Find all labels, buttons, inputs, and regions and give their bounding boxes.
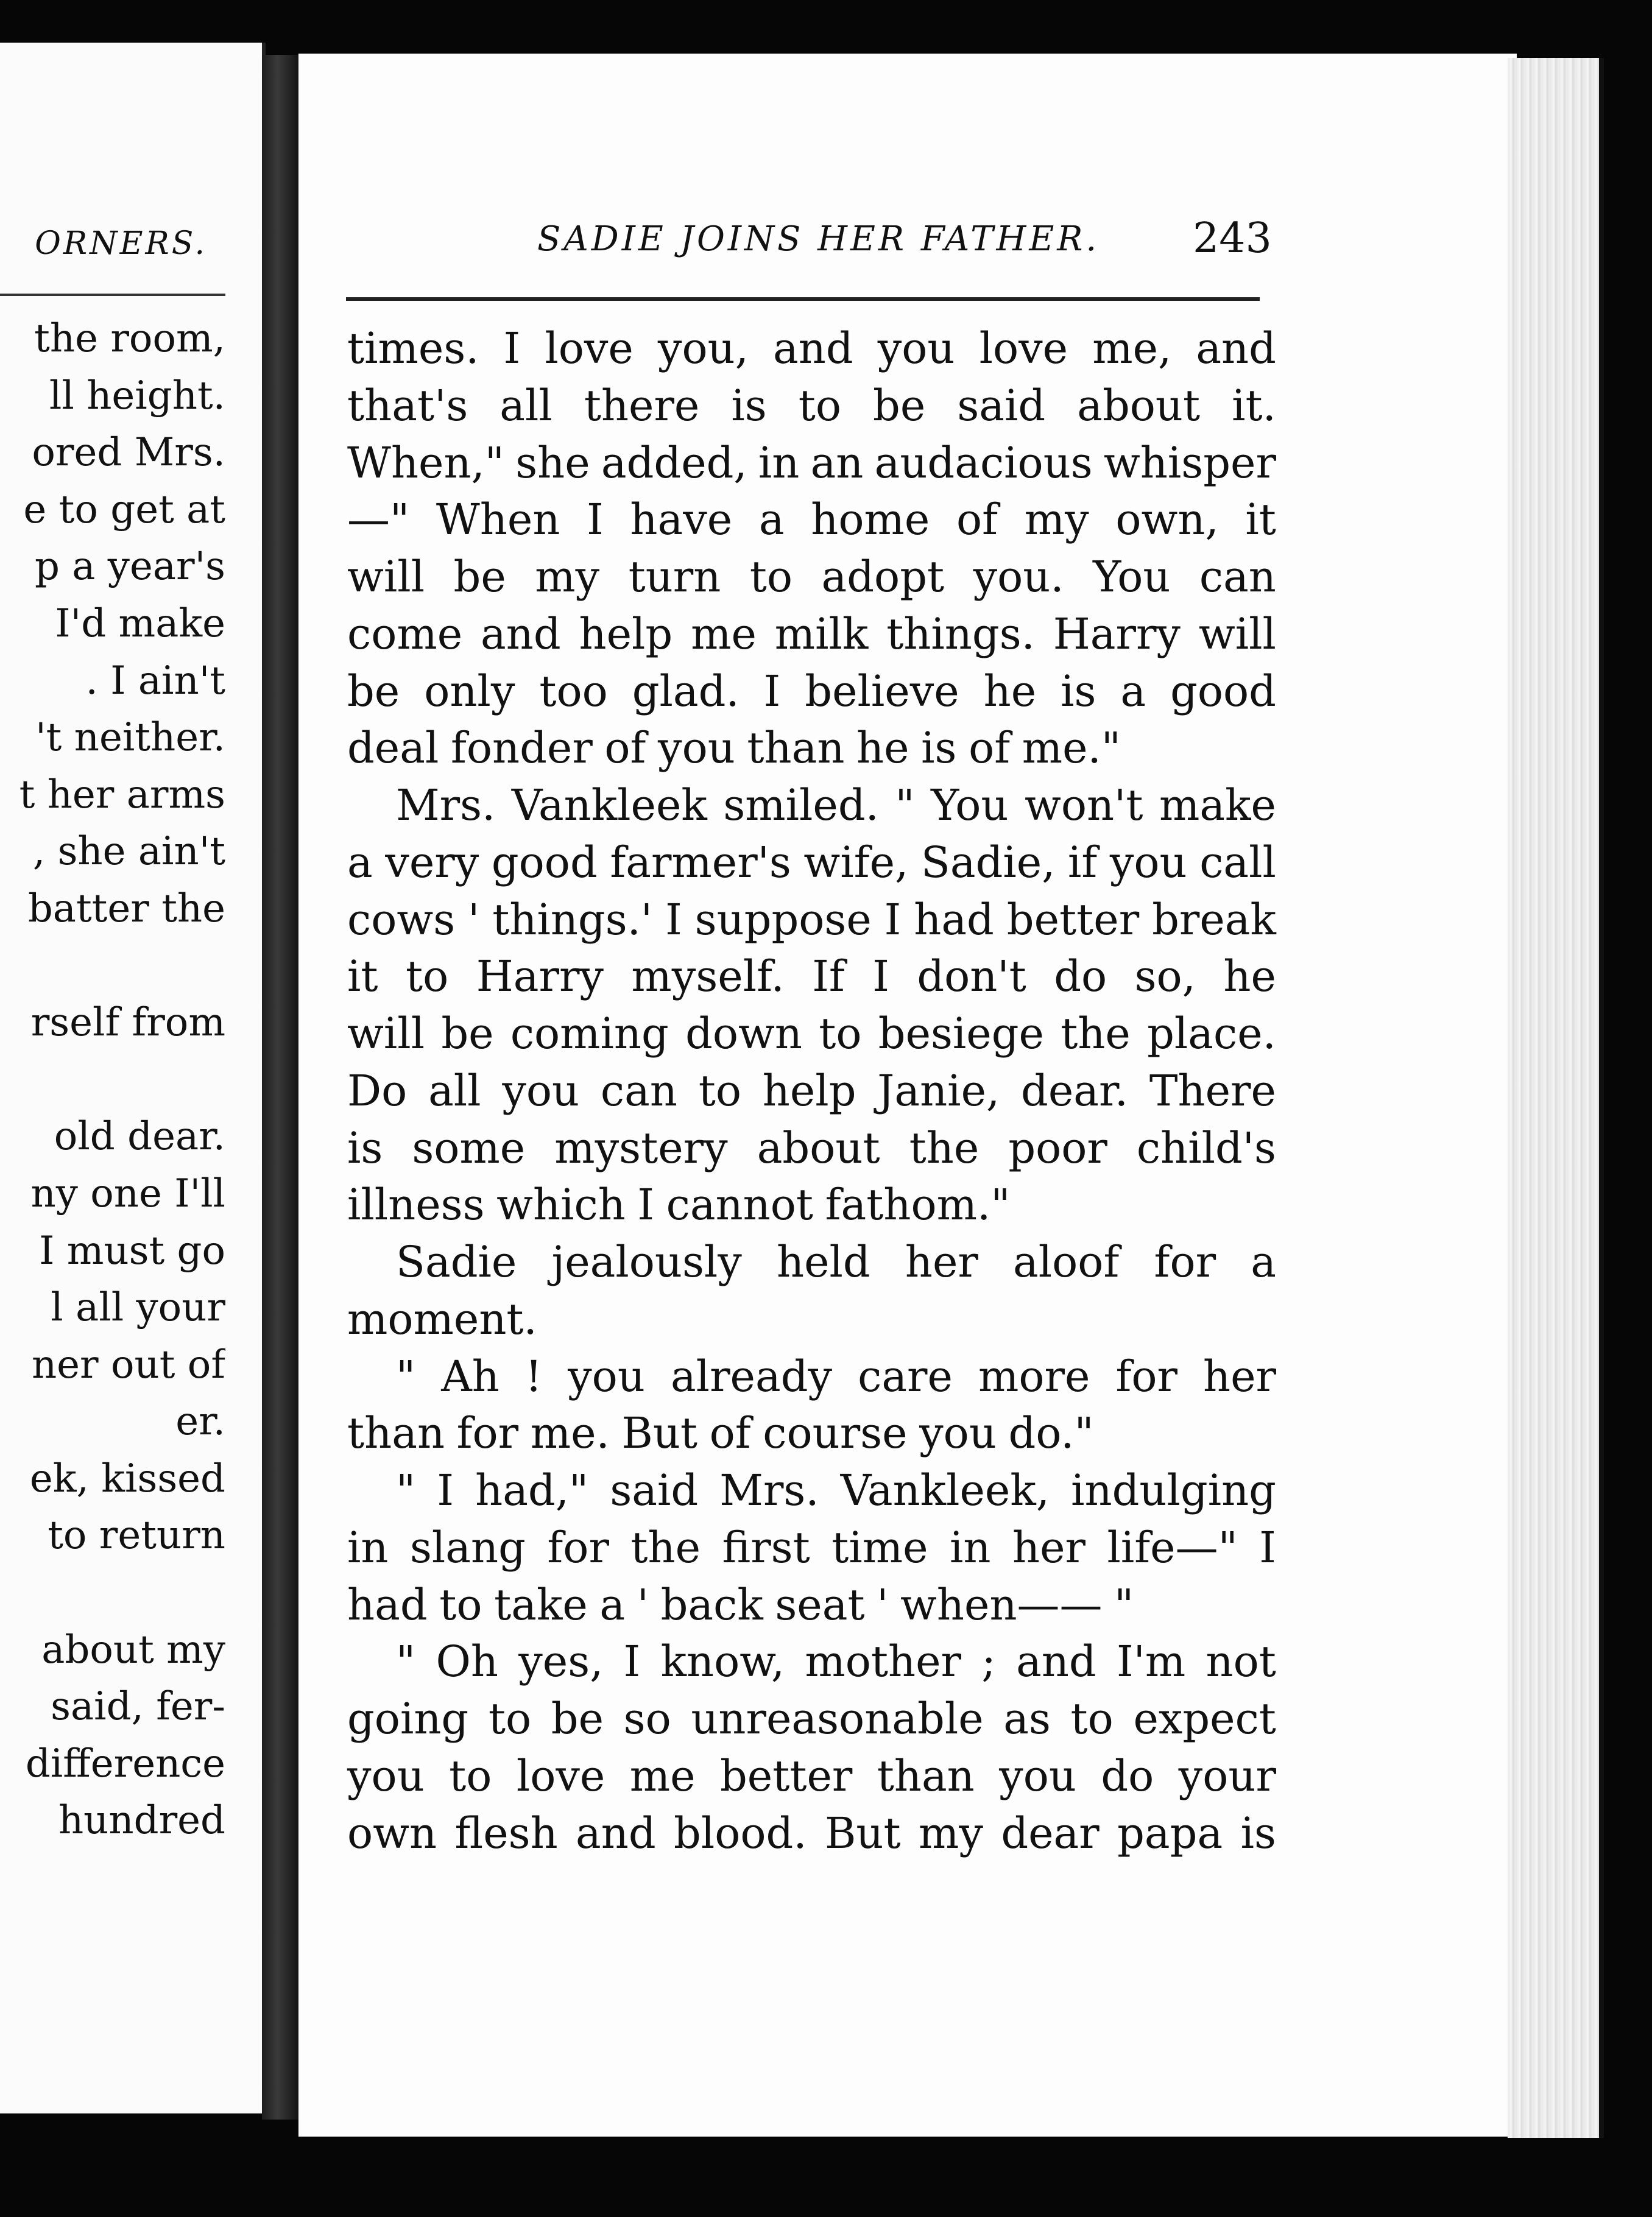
word: some	[412, 1123, 526, 1173]
word: dear	[1001, 1808, 1100, 1858]
header-rule	[346, 297, 1260, 301]
word: and	[481, 608, 561, 659]
word: Vankleek	[511, 780, 707, 830]
word: care	[858, 1351, 953, 1401]
word: to	[819, 1009, 862, 1059]
word: is	[731, 380, 767, 431]
word: You	[1093, 552, 1171, 602]
word: than	[877, 1750, 975, 1801]
word: had	[914, 894, 994, 945]
word: "	[396, 1351, 416, 1401]
word: —"	[347, 495, 410, 545]
word: coming	[510, 1009, 669, 1059]
word: blood.	[674, 1808, 807, 1858]
word: of	[604, 723, 646, 774]
word: of	[956, 495, 998, 545]
word: her	[1012, 1522, 1085, 1573]
word: you	[658, 723, 735, 774]
word: me	[629, 1750, 696, 1801]
page-body-text	[347, 320, 1276, 1862]
previous-page-line: I must go	[39, 1228, 225, 1274]
previous-page-line: ny one I'll	[30, 1171, 225, 1216]
previous-page-line: . I ain't	[85, 658, 225, 703]
word: the	[909, 1123, 980, 1173]
text-line	[347, 378, 1276, 435]
previous-page-line: old dear.	[54, 1114, 225, 1160]
word: going	[347, 1694, 469, 1744]
word: her	[905, 1237, 978, 1287]
text-line	[347, 892, 1276, 949]
word: deal	[347, 723, 439, 774]
text-line	[347, 1520, 1276, 1577]
word: whisper	[1103, 437, 1276, 488]
word: don't	[917, 951, 1026, 1002]
previous-page-line: e to get at	[23, 487, 225, 532]
word: break	[1152, 894, 1276, 945]
word: milk	[774, 608, 869, 659]
word: do	[1101, 1750, 1154, 1801]
word: me."	[1022, 723, 1121, 774]
word: Vankleek,	[840, 1465, 1050, 1515]
word: he	[1223, 951, 1276, 1002]
previous-page-line: t her arms	[19, 772, 225, 817]
word: be	[347, 666, 400, 716]
word: an	[810, 437, 864, 488]
previous-page-line: p a year's	[34, 544, 225, 590]
word: adopt	[821, 552, 945, 602]
word: love	[979, 323, 1068, 373]
word: about	[1077, 380, 1201, 431]
word: down	[685, 1009, 803, 1059]
text-line	[347, 1577, 1276, 1634]
word: I	[884, 894, 902, 945]
word: take	[494, 1579, 588, 1630]
word: Oh	[436, 1637, 498, 1687]
word: all	[428, 1065, 481, 1116]
word: first	[722, 1522, 810, 1573]
word: be	[453, 552, 506, 602]
text-line	[347, 320, 1276, 378]
word: she	[515, 437, 590, 488]
word: glad.	[632, 666, 740, 716]
word: dear.	[1021, 1065, 1129, 1116]
word: to	[405, 951, 449, 1002]
word: if	[1068, 837, 1098, 887]
word: aloof	[1013, 1237, 1120, 1287]
text-line	[347, 948, 1276, 1006]
previous-page-line	[0, 1565, 225, 1622]
word: I	[437, 1465, 454, 1515]
text-line	[347, 1691, 1276, 1748]
book-gutter	[262, 55, 301, 2120]
word: my	[1024, 495, 1089, 545]
word: good	[1170, 666, 1276, 716]
word: it.	[1232, 380, 1276, 431]
word: you	[502, 1065, 580, 1116]
page-edges	[1508, 58, 1604, 2138]
word: you	[877, 323, 955, 373]
word: to	[488, 1694, 532, 1744]
text-line	[347, 1291, 1276, 1348]
previous-page-line: er.	[175, 1399, 225, 1445]
word: "	[396, 1637, 416, 1687]
word: so	[623, 1694, 671, 1744]
word: a	[758, 495, 785, 545]
text-line	[347, 777, 1276, 834]
word: Sadie	[396, 1237, 517, 1287]
word: '	[877, 1579, 889, 1630]
word: help	[579, 608, 673, 659]
word: is	[921, 723, 957, 774]
word: mystery	[554, 1123, 728, 1173]
word: held	[777, 1237, 870, 1287]
word: better	[1006, 894, 1140, 945]
word: be	[873, 380, 926, 431]
word: about	[757, 1123, 880, 1173]
word: But	[621, 1408, 698, 1459]
word: I	[763, 666, 781, 716]
word: and	[1016, 1637, 1096, 1687]
word: can	[600, 1065, 677, 1116]
word: won't	[1024, 780, 1143, 830]
word: for	[547, 1522, 609, 1573]
word: papa	[1117, 1808, 1223, 1858]
word: home	[811, 495, 930, 545]
word: of	[969, 723, 1011, 774]
word: illness	[347, 1180, 485, 1230]
word: suppose	[694, 894, 872, 945]
word: Harry	[476, 951, 604, 1002]
text-line	[347, 1006, 1276, 1063]
previous-page-line: about my	[41, 1627, 225, 1672]
word: you,	[657, 323, 749, 373]
word: a	[1120, 666, 1146, 716]
word: smiled.	[723, 780, 879, 830]
text-line	[347, 549, 1276, 606]
word: farmer's	[610, 837, 791, 887]
previous-page-running-head: ORNERS.	[35, 225, 207, 262]
previous-page-line	[0, 1052, 225, 1109]
previous-page-line: hundred	[58, 1798, 225, 1844]
word: unreasonable	[691, 1694, 984, 1744]
word: If	[812, 951, 845, 1002]
word: !	[524, 1351, 543, 1401]
word: the	[1061, 1009, 1131, 1059]
previous-page-line: difference	[25, 1741, 225, 1786]
word: things.	[886, 608, 1035, 659]
word: and	[1196, 323, 1276, 373]
word: cows	[347, 894, 456, 945]
word: Mrs.	[719, 1465, 819, 1515]
word: will	[1198, 608, 1276, 659]
word: be	[441, 1009, 494, 1059]
word: a	[347, 837, 373, 887]
word: you	[347, 1750, 425, 1801]
word: is	[1061, 666, 1096, 716]
word: "	[1114, 1579, 1134, 1630]
word: fonder	[450, 723, 593, 774]
word: so,	[1134, 951, 1196, 1002]
previous-page-line: ner out of	[31, 1342, 225, 1387]
previous-page-line: ek, kissed	[29, 1456, 225, 1501]
word: more	[978, 1351, 1090, 1401]
word: to	[749, 552, 793, 602]
previous-page-line: batter the	[27, 886, 225, 931]
word: When	[436, 495, 560, 545]
word: than	[747, 723, 845, 774]
word: only	[424, 666, 515, 716]
word: very	[385, 837, 479, 887]
word: moment.	[347, 1294, 537, 1344]
word: be	[551, 1694, 604, 1744]
previous-page-line: ll height.	[49, 373, 225, 418]
word: audacious	[874, 437, 1093, 488]
word: which	[496, 1180, 626, 1230]
word: I	[637, 1180, 655, 1230]
word: love	[516, 1750, 605, 1801]
word: things.'	[492, 894, 653, 945]
word: said	[610, 1465, 699, 1515]
word: poor	[1008, 1123, 1107, 1173]
word: love	[545, 323, 634, 373]
word: of	[709, 1408, 751, 1459]
word: can	[1199, 552, 1276, 602]
word: wife,	[803, 837, 909, 887]
word: '	[637, 1579, 649, 1630]
word: you	[999, 1750, 1076, 1801]
word: But	[824, 1808, 901, 1858]
word: it	[347, 951, 378, 1002]
word: all	[499, 380, 552, 431]
word: I	[1259, 1522, 1276, 1573]
word: slang	[409, 1522, 526, 1573]
word: her	[1203, 1351, 1276, 1401]
word: when——	[900, 1579, 1103, 1630]
word: expect	[1133, 1694, 1276, 1744]
word: help	[762, 1065, 856, 1116]
word: there	[584, 380, 700, 431]
word: own	[347, 1808, 437, 1858]
previous-page-line: ored Mrs.	[32, 430, 225, 476]
word: flesh	[454, 1808, 558, 1858]
word: you	[568, 1351, 645, 1401]
text-line	[347, 720, 1276, 777]
word: ;	[981, 1637, 996, 1687]
word: a	[599, 1579, 626, 1630]
word: know,	[660, 1637, 785, 1687]
previous-page-line: rself from	[30, 1000, 225, 1046]
word: do."	[1008, 1408, 1094, 1459]
text-line	[347, 663, 1276, 721]
word: do	[1054, 951, 1107, 1002]
word: already	[670, 1351, 833, 1401]
word: the	[630, 1522, 701, 1573]
word: Do	[347, 1065, 408, 1116]
word: I	[587, 495, 604, 545]
word: call	[1199, 837, 1276, 887]
word: I	[665, 894, 682, 945]
word: and	[773, 323, 853, 373]
word: You	[931, 780, 1009, 830]
word: times.	[347, 323, 479, 373]
word: in	[950, 1522, 991, 1573]
word: mother	[805, 1637, 961, 1687]
word: your	[1178, 1750, 1276, 1801]
word: to	[698, 1065, 742, 1116]
word: as	[1003, 1694, 1051, 1744]
previous-page-line: the room,	[34, 316, 225, 361]
word: for	[456, 1408, 519, 1459]
previous-page-line: I'd make	[55, 601, 225, 646]
word: for	[1115, 1351, 1177, 1401]
previous-page-line: said, fer-	[51, 1684, 225, 1730]
word: had,"	[475, 1465, 589, 1515]
word: Harry	[1053, 608, 1181, 659]
page-number: 243	[1193, 214, 1272, 263]
word: you.	[973, 552, 1064, 602]
word: back	[660, 1579, 763, 1630]
text-line	[347, 1348, 1276, 1406]
word: said	[957, 380, 1046, 431]
word: a	[1251, 1237, 1276, 1287]
word: I	[872, 951, 889, 1002]
word: seat	[775, 1579, 865, 1630]
word: my	[535, 552, 600, 602]
word: '	[468, 894, 480, 945]
word: to	[439, 1579, 482, 1630]
word: There	[1149, 1065, 1276, 1116]
text-line	[347, 1063, 1276, 1120]
word: in	[347, 1522, 389, 1573]
text-line	[347, 1748, 1276, 1805]
text-line	[347, 492, 1276, 549]
word: believe	[805, 666, 959, 716]
word: to	[1070, 1694, 1114, 1744]
word: you	[1109, 837, 1187, 887]
word: When,"	[347, 437, 504, 488]
word: Janie,	[877, 1065, 1000, 1116]
text-line	[347, 1462, 1276, 1520]
word: my	[919, 1808, 983, 1858]
text-line	[347, 1177, 1276, 1234]
text-line	[347, 1120, 1276, 1177]
text-line	[347, 1634, 1276, 1691]
word: Sadie,	[920, 837, 1056, 887]
word: good	[491, 837, 598, 887]
text-line	[347, 1405, 1276, 1462]
word: life—"	[1107, 1522, 1238, 1573]
word: course	[763, 1408, 908, 1459]
previous-page-line: to return	[48, 1513, 225, 1559]
word: jealously	[551, 1237, 742, 1287]
word: not	[1205, 1637, 1276, 1687]
word: me	[691, 608, 757, 659]
word: me,	[1092, 323, 1172, 373]
word: it	[1245, 495, 1276, 545]
previous-page-text	[0, 311, 225, 1850]
word: that's	[347, 380, 468, 431]
word: cannot	[666, 1180, 814, 1230]
word: child's	[1136, 1123, 1276, 1173]
text-line	[347, 834, 1276, 892]
word: better	[719, 1750, 853, 1801]
word: have	[630, 495, 733, 545]
word: besiege	[878, 1009, 1044, 1059]
word: Ah	[441, 1351, 499, 1401]
word: in	[758, 437, 800, 488]
previous-page-line: , she ain't	[32, 829, 225, 875]
word: own,	[1115, 495, 1219, 545]
text-line	[347, 1234, 1276, 1291]
word: is	[347, 1123, 383, 1173]
word: you	[919, 1408, 997, 1459]
previous-page-head-rule	[0, 294, 225, 296]
word: will	[347, 1009, 425, 1059]
word: Mrs.	[396, 780, 496, 830]
text-line	[347, 1805, 1276, 1863]
word: he	[856, 723, 909, 774]
word: to	[449, 1750, 492, 1801]
previous-page-line: l all your	[51, 1285, 225, 1331]
word: "	[895, 780, 915, 830]
word: indulging	[1071, 1465, 1276, 1515]
word: I	[503, 323, 521, 373]
previous-page	[0, 43, 266, 2113]
word: myself.	[631, 951, 785, 1002]
word: yes,	[518, 1637, 604, 1687]
word: fathom."	[825, 1180, 1011, 1230]
word: added,	[601, 437, 747, 488]
word: and	[576, 1808, 656, 1858]
word: come	[347, 608, 463, 659]
word: time	[831, 1522, 928, 1573]
previous-page-line: 't neither.	[35, 715, 225, 761]
word: turn	[628, 552, 721, 602]
word: too	[539, 666, 608, 716]
text-line	[347, 606, 1276, 663]
word: I	[623, 1637, 641, 1687]
word: will	[347, 552, 425, 602]
word: had	[347, 1579, 428, 1630]
word: than	[347, 1408, 445, 1459]
text-line	[347, 435, 1276, 492]
word: to	[798, 380, 842, 431]
word: me.	[530, 1408, 610, 1459]
word: place.	[1147, 1009, 1276, 1059]
word: "	[396, 1465, 416, 1515]
word: he	[983, 666, 1037, 716]
word: make	[1159, 780, 1276, 830]
running-head: SADIE JOINS HER FATHER.	[537, 219, 1100, 259]
word: for	[1154, 1237, 1216, 1287]
word: is	[1240, 1808, 1276, 1858]
previous-page-line	[0, 938, 225, 995]
word: I'm	[1117, 1637, 1186, 1687]
